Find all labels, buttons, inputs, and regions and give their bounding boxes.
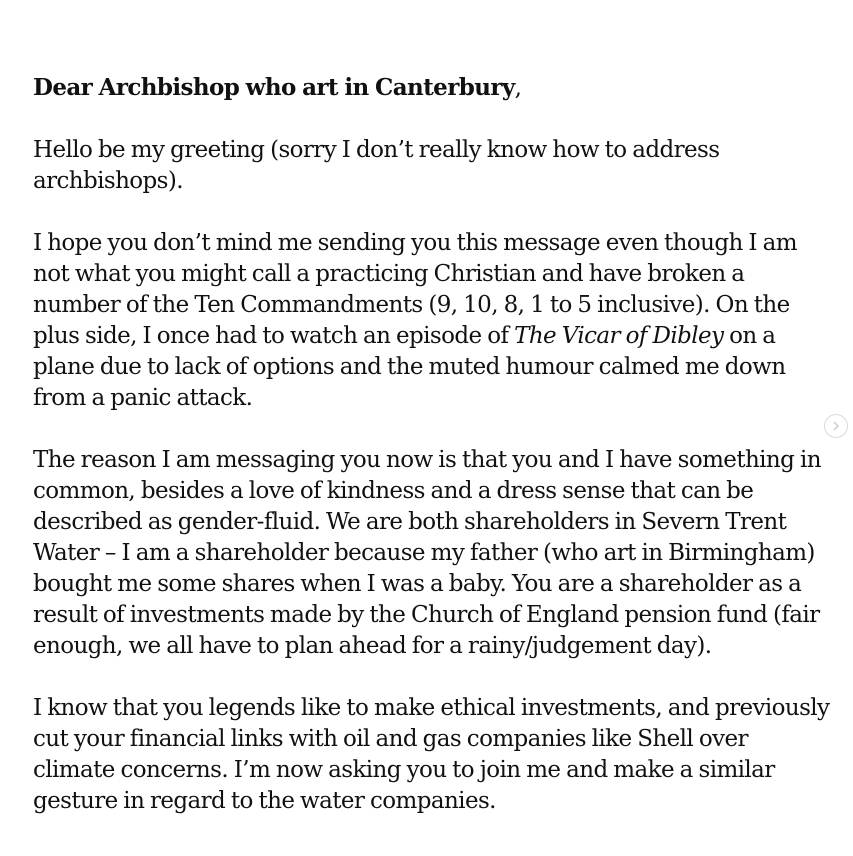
paragraph-introduction: [33, 228, 833, 414]
paragraph-greeting: Hello be my greeting (sorry I don’t really know how to address archbishops).: [33, 137, 720, 194]
salutation-line: [33, 72, 833, 104]
paragraph-introduction-part1: I hope you don’t mind me sending you this message even though I am not what you might call a practicing Christian and have broken a number of the Ten Commandments (9, 10, 8, 1 to 5 inclusive). On the plus side, I once had to watch an episode of: [33, 230, 797, 349]
paragraph-request: I know that you legends like to make ethical investments, and previously cut your financial links with oil and gas companies like Shell over climate concerns. I’m now asking you to join me and make a similar gesture in regard to the water companies.: [33, 695, 830, 814]
carousel-next-button[interactable]: [824, 414, 848, 438]
salutation-punctuation: ,: [514, 75, 522, 101]
paragraph-shareholders: The reason I am messaging you now is that you and I have something in common, besides a love of kindness and a dress sense that can be described as gender-fluid. We are both shareholders in Severn Trent Water – I am a shareholder because my father (who art in Birmingham) bought me some shares when I was a baby. You are a shareholder as a result of investments made by the Church of England pension fund (fair enough, we all have to plan ahead for a rainy/judgement day).: [33, 447, 821, 659]
salutation: Dear Archbishop who art in Canterbury: [33, 74, 515, 101]
letter-body: [33, 72, 833, 848]
chevron-right-icon: [831, 421, 841, 431]
paragraph-introduction-part2: on a plane due to lack of options and the muted humour calmed me down from a panic attack.: [33, 323, 786, 411]
show-title: The Vicar of Dibley: [514, 323, 724, 349]
